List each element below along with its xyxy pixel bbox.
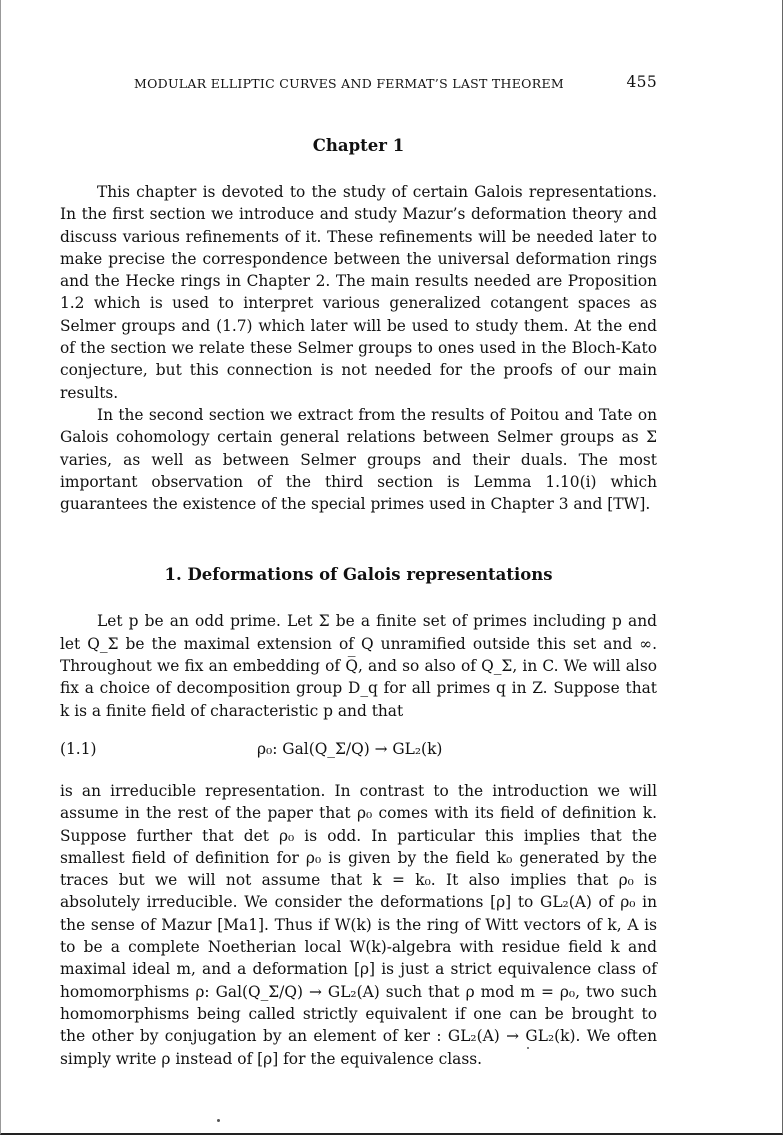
equation-body: ρ₀: Gal(Q_Σ/Q) → GL₂(k) xyxy=(257,739,443,758)
section-paragraph-1: Let p be an odd prime. Let Σ be a finite set of primes including p and let Q_Σ be the maximal extension of Q unramified outside this set and ∞. Throughout we fix an embedding of Q̅, and so also of Q_Σ, in C. We will also fix a choice of decomposition group D_q for all primes q in Z. Suppose that k is a finite field of characteristic p and that xyxy=(60,612,657,720)
equation-1-1 xyxy=(60,736,657,774)
page-body xyxy=(60,72,657,1070)
scan-speck xyxy=(527,1047,529,1049)
equation-label: (1.1) xyxy=(60,739,97,758)
intro-paragraph-1: This chapter is devoted to the study of certain Galois representations. In the first section we introduce and study Mazur’s deformation theory and discuss various refinements of it. These refinements will be needed later to make precise the correspondence between the universal deformation rings and the Hecke rings in Chapter 2. The main results needed are Proposition 1.2 which is used to interpret various generalized cotangent spaces as Selmer groups and (1.7) which later will be used to study them. At the end of the section we relate these Selmer groups to ones used in the Bloch-Kato conjecture, but this connection is not needed for the proofs of our main results. xyxy=(60,183,657,402)
running-title: MODULAR ELLIPTIC CURVES AND FERMAT’S LAST THEOREM xyxy=(134,76,564,91)
section-paragraph-2: is an irreducible representation. In contrast to the introduction we will assume in the rest of the paper that ρ₀ comes with its field of definition k. Suppose further that det ρ₀ is odd. In particular this implies that the smallest field of definition for ρ₀ is given by the field k₀ generated by the traces but we will not assume that k = k₀. It also implies that ρ₀ is absolutely irreducible. We consider the deformations [ρ] to GL₂(A) of ρ₀ in the sense of Mazur [Ma1]. Thus if W(k) is the ring of Witt vectors of k, A is to be a complete Noetherian local W(k)-algebra with residue field k and maximal ideal m, and a deformation [ρ] is just a strict equivalence class of homomorphisms ρ: Gal(Q_Σ/Q) → GL₂(A) such that ρ mod m = ρ₀, two such homomorphisms being called strictly equivalent if one can be brought to the other by conjugation by an element of ker : GL₂(A) → GL₂(k). We often simply write ρ instead of [ρ] for the equivalence class. xyxy=(60,781,657,1068)
chapter-heading: Chapter 1 xyxy=(312,136,405,155)
running-head xyxy=(60,72,657,96)
scan-speck xyxy=(217,1119,220,1122)
page-number: 455 xyxy=(626,73,657,91)
section-heading: 1. Deformations of Galois representations xyxy=(164,565,553,585)
intro-paragraph-2: In the second section we extract from the results of Poitou and Tate on Galois cohomology certain general relations between Selmer groups as Σ varies, as well as between Selmer groups and their duals. The most important observation of the third section is Lemma 1.10(i) which guarantees the existence of the special primes used in Chapter 3 and [TW]. xyxy=(60,405,657,514)
